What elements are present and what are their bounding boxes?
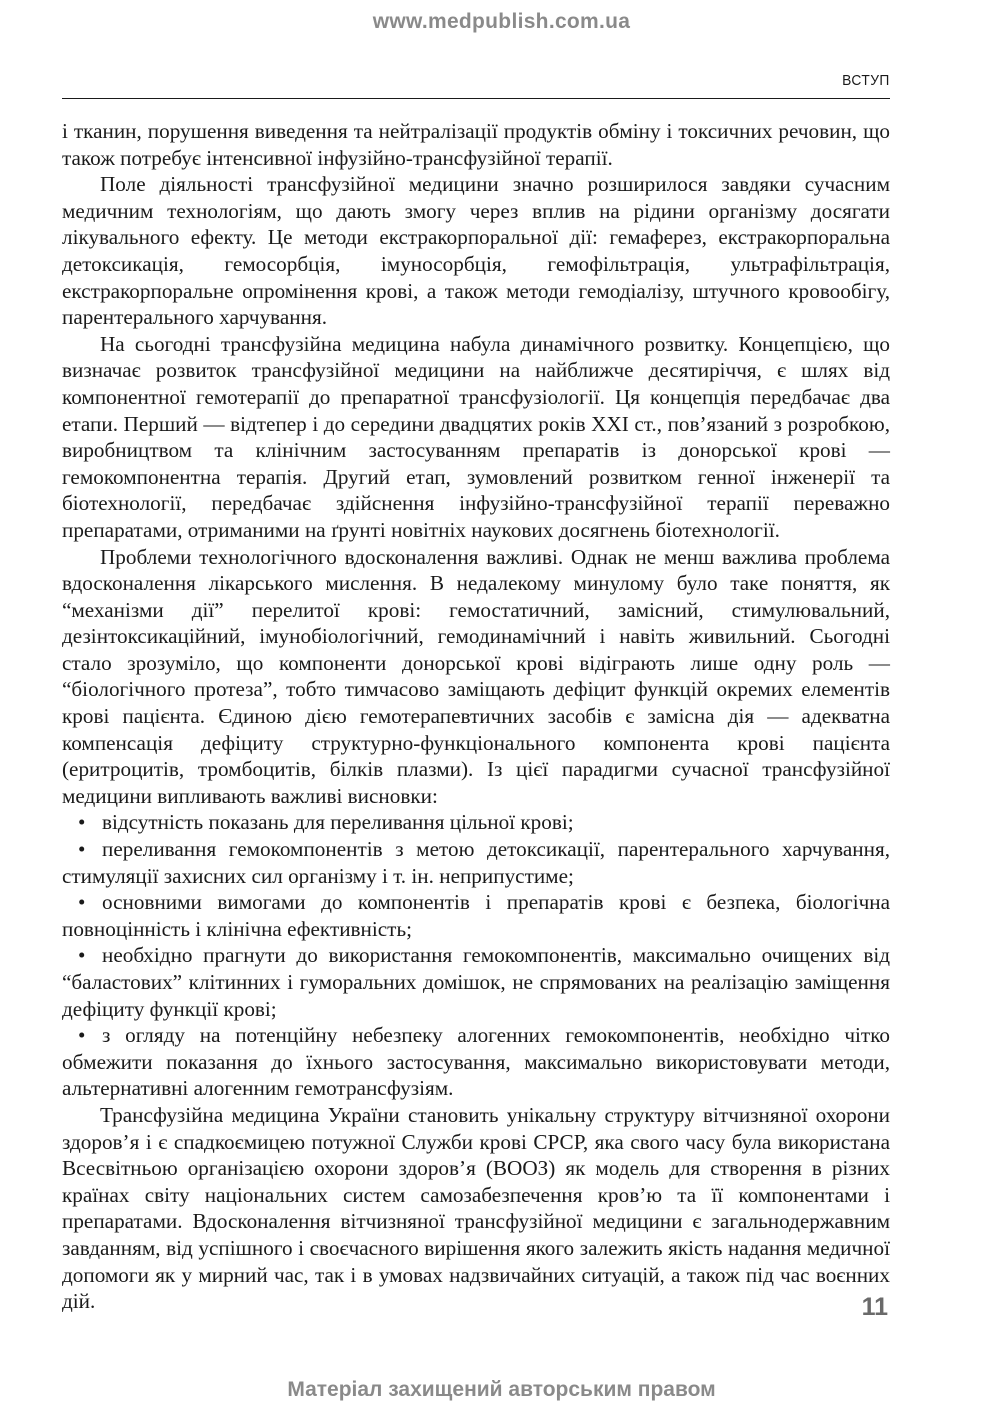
- bullet-icon: •: [78, 943, 86, 968]
- list-item-text: переливання гемокомпонентів з метою детоксикації, парентерального харчування, стимуляції захисних сил організму і т. ін. неприпустиме;: [62, 837, 890, 888]
- list-item-text: з огляду на потенційну небезпеку алогенних гемокомпонентів, необхідно чітко обмежити показання до їхнього застосування, максимально використовувати методи, альтернативні алогенним гемотрансфузіям.: [62, 1023, 890, 1101]
- list-item-text: відсутність показань для переливання цільної крові;: [102, 810, 574, 835]
- bullet-icon: •: [78, 890, 86, 915]
- list-item: [62, 836, 890, 889]
- paragraph: Поле діяльності трансфузійної медицини значно розширилося завдяки сучасним медичним технологіям, що дають змогу через вплив на рідини організму досягати лікувального ефекту. Це методи екстракорпоральної дії: гемаферез, екстракорпоральна детоксикація, гемосорбція, імуносорбція, гемофільтрація, ультрафільтрація, екстракорпоральне опромінення крові, а також методи гемодіалізу, штучного кровообігу, парентерального харчування.: [62, 172, 890, 330]
- list-item: [62, 889, 890, 942]
- list-item-text: основними вимогами до компонентів і препаратів крові є безпека, біологічна повноцінність і клінічна ефективність;: [62, 890, 890, 941]
- paragraph: Трансфузійна медицина України становить унікальну структуру вітчизняної охорони здоров’я і є спадкоємицею потужної Служби крові СРСР, яка свого часу була використана Всесвітньою організацією охорони здоров’я (ВООЗ) як модель для створення в різних країнах світу національних систем самозабезпечення кров’ю та її компонентами і препаратами. Вдосконалення вітчизняної трансфузійної медицини є загальнодержавним завданням, від успішного і своєчасного вирішення якого залежить якість надання медичної допомоги як у мирний час, так і в умовах надзвичайних ситуацій, а також під час воєнних дій.: [62, 1102, 890, 1314]
- list-item-text: необхідно прагнути до використання гемокомпонентів, максимально очищених від “баластових” клітинних і гуморальних домішок, не спрямованих на реалізацію заміщення дефіциту функції крові;: [62, 943, 890, 1021]
- bullet-icon: •: [78, 1023, 86, 1048]
- page-number: 11: [861, 1293, 888, 1321]
- paragraph: Проблеми технологічного вдосконалення важливі. Однак не менш важлива проблема вдосконалення лікарського мислення. В недалекому минулому було таке поняття, як “механізми дії” перелитої крові: гемостатичний, замісний, стимулювальний, дезінтоксикаційний, імунобіологічний, гемодинамічний і навіть живильний. Сьогодні стало зрозуміло, що компоненти донорської крові відіграють лише одну роль — “біологічного протеза”, тобто тимчасово заміщають дефіцит функцій окремих елементів крові пацієнта. Єдиною дією гемотерапевтичних засобів є замісна дія — адекватна компенсація дефіциту структурно-функціонального компонента крові пацієнта (еритроцитів, тромбоцитів, білків плазми). Із цієї парадигми сучасної трансфузійної медицини випливають важливі висновки:: [62, 544, 890, 808]
- paragraph: На сьогодні трансфузійна медицина набула динамічного розвитку. Концепцією, що визначає розвиток трансфузійної медицини на найближче десятиріччя, є шлях від компонентної гемотерапії до препаратної трансфузіології. Ця концепція передбачає два етапи. Перший — відтепер і до середини двадцятих років XXI ст., пов’язаний з розробкою, виробництвом та клінічним застосуванням препаратів із донорської крові — гемокомпонентна терапія. Другий етап, зумовлений розвитком генної інженерії та біотехнології, передбачає здійснення інфузійно-трансфузійної терапії переважно препаратами, отриманими на ґрунті новітніх наукових досягнень біотехнології.: [62, 331, 890, 542]
- site-url-watermark: www.medpublish.com.ua: [372, 10, 631, 33]
- bullet-icon: •: [78, 837, 86, 862]
- list-item: [62, 809, 890, 836]
- running-head: ВСТУП: [842, 72, 890, 89]
- list-item: [62, 1022, 890, 1102]
- header-rule: [62, 98, 890, 99]
- copyright-watermark: Матеріал захищений авторським правом: [287, 1378, 716, 1401]
- page-body: [62, 118, 890, 1315]
- bullet-icon: •: [78, 810, 86, 835]
- conclusions-list: [62, 809, 890, 1102]
- list-item: [62, 942, 890, 1022]
- paragraph-continuation: і тканин, порушення виведення та нейтралізації продуктів обміну і токсичних речовин, що також потребує інтенсивної інфузійно-трансфузійної терапії.: [62, 119, 890, 170]
